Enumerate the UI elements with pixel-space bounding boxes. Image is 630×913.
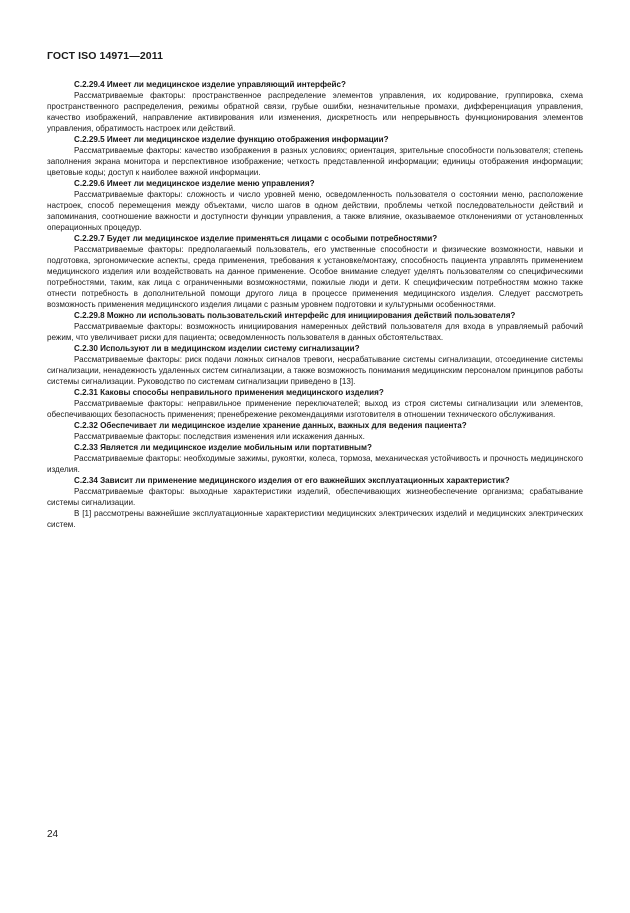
section-c-2-31 bbox=[47, 387, 583, 420]
section-heading: С.2.33 Является ли медицинское изделие мобильным или портативным? bbox=[74, 443, 372, 452]
section-c-2-32 bbox=[47, 420, 583, 442]
section-c-2-29-5 bbox=[47, 134, 583, 178]
section-c-2-30 bbox=[47, 343, 583, 387]
section-c-2-34 bbox=[47, 475, 583, 508]
page-number: 24 bbox=[47, 829, 59, 840]
section-text: Рассматриваемые факторы: риск подачи ложных сигналов тревоги, несрабатывание системы сигнализации, отсоединение системы сигнализации, ненадежность удаленных систем сигнализации, а также возможность понимания медицинским персоналом принципов работы системы сигнализации. Руководство по системам сигнализации приведено в [13]. bbox=[47, 355, 583, 386]
section-heading: С.2.29.5 Имеет ли медицинское изделие функцию отображения информации? bbox=[74, 135, 389, 144]
section-heading: С.2.32 Обеспечивает ли медицинское изделие хранение данных, важных для ведения пациента? bbox=[74, 421, 467, 430]
section-text: Рассматриваемые факторы: предполагаемый пользователь, его умственные способности и физические возможности, навыки и подготовка, эргономические аспекты, среда применения, требования к установке/монтажу, способность пациента управлять применением медицинского изделия или воздействовать на данное применение. Особое внимание следует уделять пользователям со специфическими потребностями, таким, как лица с ограниченными возможностями, пожилые люди и дети. К специфическим потребностям можно также отнести потребность в дополнительной помощи другого лица в процессе применения медицинского изделия. Следует рассмотреть возможность применения медицинского изделия лицами с разным уровнем подготовки и культурными особенностями. bbox=[47, 245, 583, 309]
section-text: Рассматриваемые факторы: последствия изменения или искажения данных. bbox=[74, 432, 365, 441]
section-heading: С.2.29.7 Будет ли медицинское изделие применяться лицами с особыми потребностями? bbox=[74, 234, 438, 243]
closing-paragraph: В [1] рассмотрены важнейшие эксплуатационные характеристики медицинских электрических изделий и медицинских электрических систем. bbox=[47, 509, 583, 529]
section-text: Рассматриваемые факторы: сложность и число уровней меню, осведомленность пользователя о состоянии меню, расположение настроек, способ перемещения между объектами, число шагов в одном действии, проблемы четкой последовательности действий и запоминания, соотношение важности и доступности функции управления, а также влияние, оказываемое отклонениями от установленных операционных процедур. bbox=[47, 190, 583, 232]
section-text: Рассматриваемые факторы: пространственное распределение элементов управления, их кодирование, группировка, схема пространственного распределения, режимы обратной связи, грубые ошибки, незначительные промахи, дифференциация управления, качество изображений, направление активирования или изменения, дискретность или непрерывность функционирования элементов управления, обратимость настроек или действий. bbox=[47, 91, 583, 133]
standard-header: ГОСТ ISO 14971—2011 bbox=[47, 50, 164, 62]
section-heading: С.2.29.8 Можно ли использовать пользовательский интерфейс для инициирования действий пользователя? bbox=[74, 311, 516, 320]
section-text: Рассматриваемые факторы: выходные характеристики изделий, обеспечивающих жизнеобеспечение организма; срабатывание системы сигнализации. bbox=[47, 487, 583, 507]
section-heading: С.2.34 Зависит ли применение медицинского изделия от его важнейших эксплуатационных характеристик? bbox=[74, 476, 510, 485]
document-body bbox=[47, 79, 583, 530]
section-heading: С.2.29.4 Имеет ли медицинское изделие управляющий интерфейс? bbox=[74, 80, 346, 89]
section-c-2-33 bbox=[47, 442, 583, 475]
section-text: Рассматриваемые факторы: необходимые зажимы, рукоятки, колеса, тормоза, механическая устойчивость и прочность медицинского изделия. bbox=[47, 454, 583, 474]
section-c-2-29-8 bbox=[47, 310, 583, 343]
section-heading: С.2.29.6 Имеет ли медицинское изделие меню управления? bbox=[74, 179, 315, 188]
section-heading: С.2.30 Используют ли в медицинском изделии систему сигнализации? bbox=[74, 344, 360, 353]
section-text: Рассматриваемые факторы: качество изображения в разных условиях; ориентация, зрительные способности пользователя; степень заполнения экрана монитора и перспективное изображение; четкость представленной информации; единицы отображения информации; цветовые коды; доступ к наиболее важной информации. bbox=[47, 146, 583, 177]
section-c-2-29-4 bbox=[47, 79, 583, 134]
section-c-2-29-6 bbox=[47, 178, 583, 233]
section-text: Рассматриваемые факторы: неправильное применение переключателей; выход из строя системы сигнализации или элементов, обеспечивающих безопасность применения; пренебрежение рекомендациями изготовителя в отношении технического обслуживания. bbox=[47, 399, 583, 419]
section-heading: С.2.31 Каковы способы неправильного применения медицинского изделия? bbox=[74, 388, 384, 397]
section-text: Рассматриваемые факторы: возможность инициирования намеренных действий пользователя для входа в управляемый рабочий режим, что увеличивает риски для пациента; осведомленность пользователя в данных обстоятельствах. bbox=[47, 322, 583, 342]
section-c-2-29-7 bbox=[47, 233, 583, 310]
